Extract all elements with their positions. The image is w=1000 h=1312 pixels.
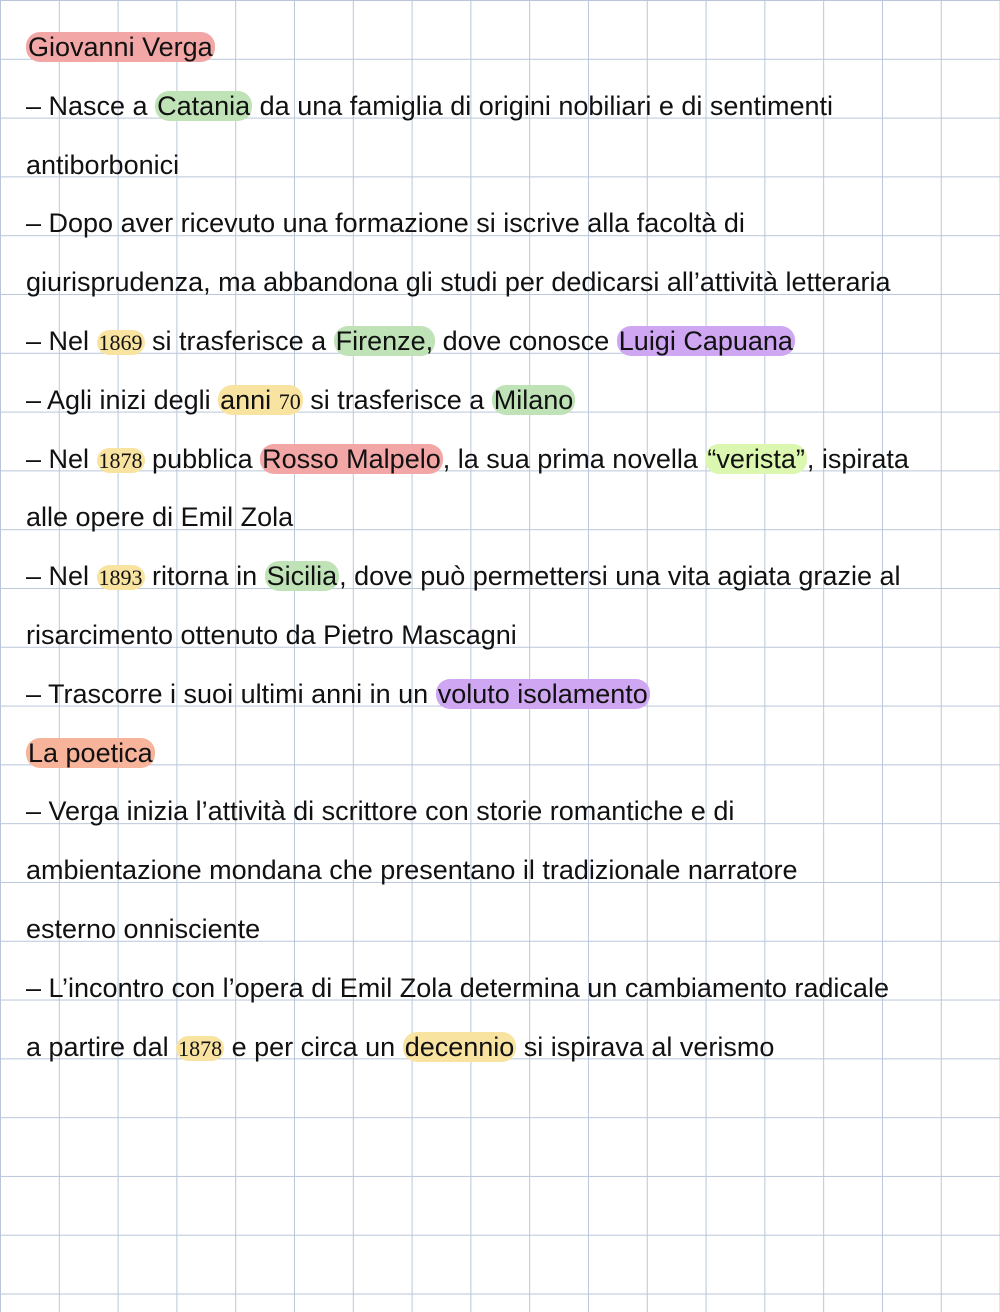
year-1869: 1869 [98, 329, 143, 355]
section-title [26, 724, 986, 783]
place-catania: Catania [157, 90, 251, 121]
poetica-line-4: – L’incontro con l’opera di Emil Zola determina un cambiamento radicale [26, 972, 889, 1003]
poetica-line-2: ambientazione mondana che presentano il tradizionale narratore [26, 855, 798, 886]
year-1878: 1878 [98, 447, 143, 473]
poetica-line-5: a partire dal 1878 e per circa un decennio si ispirava al verismo [26, 1031, 775, 1062]
bio-line-5: – Nel 1869 si trasferisce a Firenze, dove conosce Luigi Capuana [26, 325, 793, 356]
bio-line-2: antiborbonici [26, 149, 180, 180]
bio-line-1: – Nasce a Catania da una famiglia di origini nobiliari e di sentimenti [26, 90, 833, 121]
page-title [26, 18, 986, 77]
bio-line-8: alle opere di Emil Zola [26, 502, 294, 533]
bio-line-9: – Nel 1893 ritorna in Sicilia, dove può permettersi una vita agiata grazie al [26, 561, 901, 592]
person-luigi-capuana: Luigi Capuana [618, 325, 793, 356]
term-verista: “verista” [707, 443, 805, 474]
notes-page [26, 18, 986, 1076]
place-sicilia: Sicilia [266, 561, 338, 592]
place-firenze: Firenze, [335, 325, 434, 356]
term-voluto-isolamento: voluto isolamento [437, 678, 648, 709]
bio-line-7: – Nel 1878 pubblica Rosso Malpelo, la sua prima novella “verista”, ispirata [26, 443, 909, 474]
work-rosso-malpelo: Rosso Malpelo [262, 443, 441, 474]
bio-line-10: risarcimento ottenuto da Pietro Mascagni [26, 619, 517, 650]
term-decennio: decennio [404, 1031, 515, 1062]
poetica-line-1: – Verga inizia l’attività di scrittore con storie romantiche e di [26, 796, 735, 827]
year-1893: 1893 [98, 565, 143, 591]
period-anni-70: anni 70 [220, 384, 301, 415]
bio-line-11: – Trascorre i suoi ultimi anni in un voluto isolamento [26, 678, 648, 709]
bio-line-6: – Agli inizi degli anni 70 si trasferisce a Milano [26, 384, 574, 415]
bio-line-4: giurisprudenza, ma abbandona gli studi per dedicarsi all’attività letteraria [26, 267, 891, 298]
section-title-highlight: La poetica [28, 737, 153, 768]
title-highlight: Giovanni Verga [28, 32, 213, 62]
bio-line-3: – Dopo aver ricevuto una formazione si iscrive alla facoltà di [26, 208, 745, 239]
poetica-line-3: esterno onnisciente [26, 913, 261, 944]
place-milano: Milano [493, 384, 574, 415]
year-1878-poetica: 1878 [178, 1035, 223, 1061]
